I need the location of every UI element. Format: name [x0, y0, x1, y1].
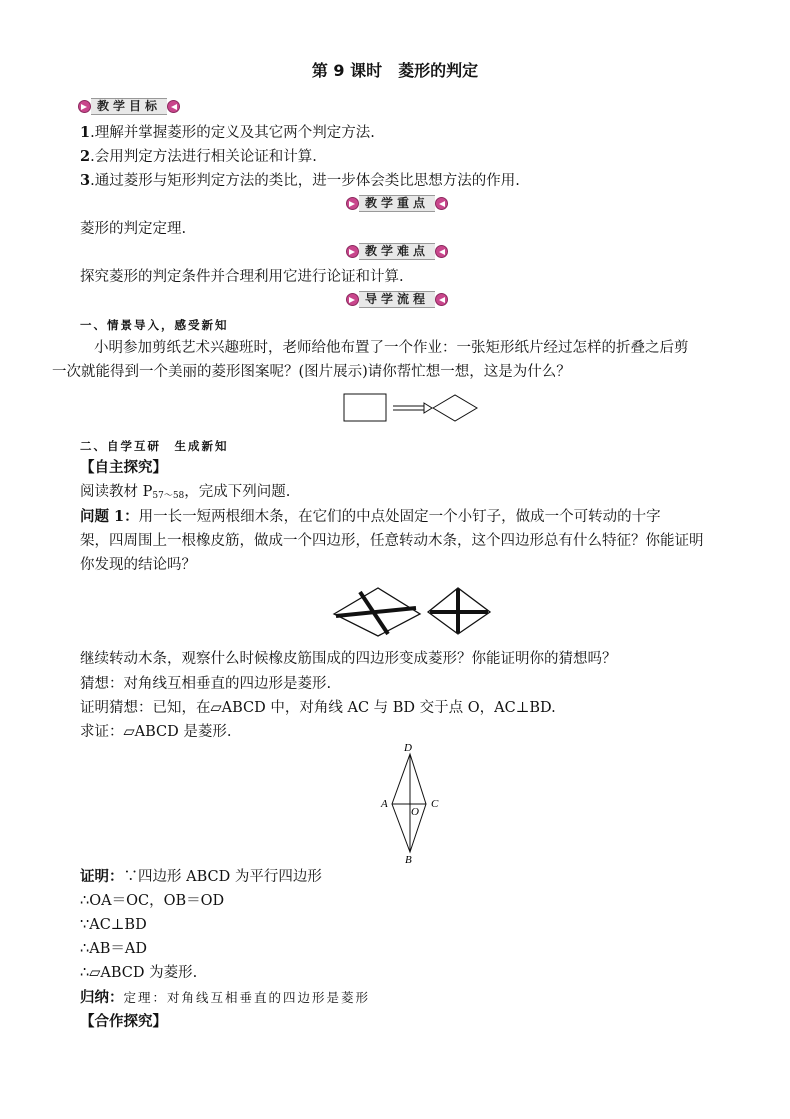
continue-question: 继续转动木条，观察什么时候橡皮筋围成的四边形变成菱形？你能证明你的猜想吗？ — [80, 651, 617, 667]
section1-paragraph-line2: 一次就能得到一个美丽的菱形图案呢？(图片展示)请你帮忙想一想，这是为什么？ — [52, 364, 571, 380]
rhombus-shape — [433, 395, 477, 421]
arrow-right-icon — [435, 293, 448, 306]
arrow-left-icon — [346, 197, 359, 210]
crossed-sticks-figure — [330, 584, 495, 640]
label-c: C — [431, 798, 439, 810]
process-banner — [346, 291, 448, 308]
rectangle-shape — [344, 394, 386, 421]
objective-item-2: 2.会用判定方法进行相关论证和计算. — [80, 148, 317, 165]
prove-guess-text: 证明猜想：已知，在▱ABCD 中，对角线 AC 与 BD 交于点 O，AC⊥BD. — [80, 700, 556, 716]
rhombus-shape — [392, 754, 426, 852]
arrow-head — [424, 403, 432, 413]
objective-item-3: 3.通过菱形与矩形判定方法的类比，进一步体会类比思想方法的作用. — [80, 172, 520, 189]
rectangle-to-rhombus-figure — [340, 390, 480, 426]
label-a: A — [381, 798, 388, 810]
difficulty-banner — [346, 243, 448, 260]
label-o: O — [411, 806, 419, 818]
banner-label: 教学重点 — [359, 195, 435, 212]
objectives-banner — [78, 98, 180, 115]
proof-line-2: ∴OA＝OC，OB＝OD — [80, 893, 225, 909]
section1-paragraph-line1: 小明参加剪纸艺术兴趣班时，老师给他布置了一个作业：一张矩形纸片经过怎样的折叠之后剪 — [94, 340, 689, 356]
banner-label: 导学流程 — [359, 291, 435, 308]
question1-line3: 你发现的结论吗？ — [80, 557, 196, 573]
section2-heading: 二、自学互研 生成新知 — [80, 439, 229, 453]
coop-explore-heading: 【合作探究】 — [80, 1013, 167, 1030]
proof-line-4: ∴AB＝AD — [80, 941, 147, 957]
key-point-banner — [346, 195, 448, 212]
arrow-right-icon — [435, 245, 448, 258]
objective-item-1: 1.理解并掌握菱形的定义及其它两个判定方法. — [80, 124, 375, 141]
to-prove-text: 求证：▱ABCD 是菱形. — [80, 724, 232, 740]
arrow-left-icon — [78, 100, 91, 113]
page-title: 第 9 课时 菱形的判定 — [311, 61, 479, 80]
summary: 归纳：定理：对角线互相垂直的四边形是菱形 — [80, 989, 371, 1006]
label-b: B — [405, 854, 412, 866]
banner-label: 教学目标 — [91, 98, 167, 115]
arrow-left-icon — [346, 293, 359, 306]
arrow-left-icon — [346, 245, 359, 258]
proof-line-5: ∴▱ABCD 为菱形. — [80, 965, 198, 981]
key-point-text: 菱形的判定定理. — [80, 221, 187, 237]
proof-line-1: 证明：∵四边形 ABCD 为平行四边形 — [80, 868, 322, 885]
banner-label: 教学难点 — [359, 243, 435, 260]
question1-line2: 架，四周围上一根橡皮筋，做成一个四边形，任意转动木条，这个四边形总有什么特征？你能证明 — [80, 533, 704, 549]
self-explore-heading: 【自主探究】 — [80, 459, 167, 476]
proof-line-3: ∵AC⊥BD — [80, 917, 147, 933]
label-d: D — [404, 742, 412, 754]
difficulty-text: 探究菱形的判定条件并合理利用它进行论证和计算. — [80, 269, 404, 285]
reading-instruction: 阅读教材 $P_{57\sim 58}$，完成下列问题. — [80, 484, 291, 501]
arrow-right-icon — [435, 197, 448, 210]
rhombus-abcd-figure — [370, 740, 450, 866]
arrow-right-icon — [167, 100, 180, 113]
guess-text: 猜想：对角线互相垂直的四边形是菱形. — [80, 676, 332, 692]
question1-line1: 问题 1：用一长一短两根细木条，在它们的中点处固定一个小钉子，做成一个可转动的十字 — [80, 508, 661, 525]
section1-heading: 一、情景导入，感受新知 — [80, 318, 229, 332]
